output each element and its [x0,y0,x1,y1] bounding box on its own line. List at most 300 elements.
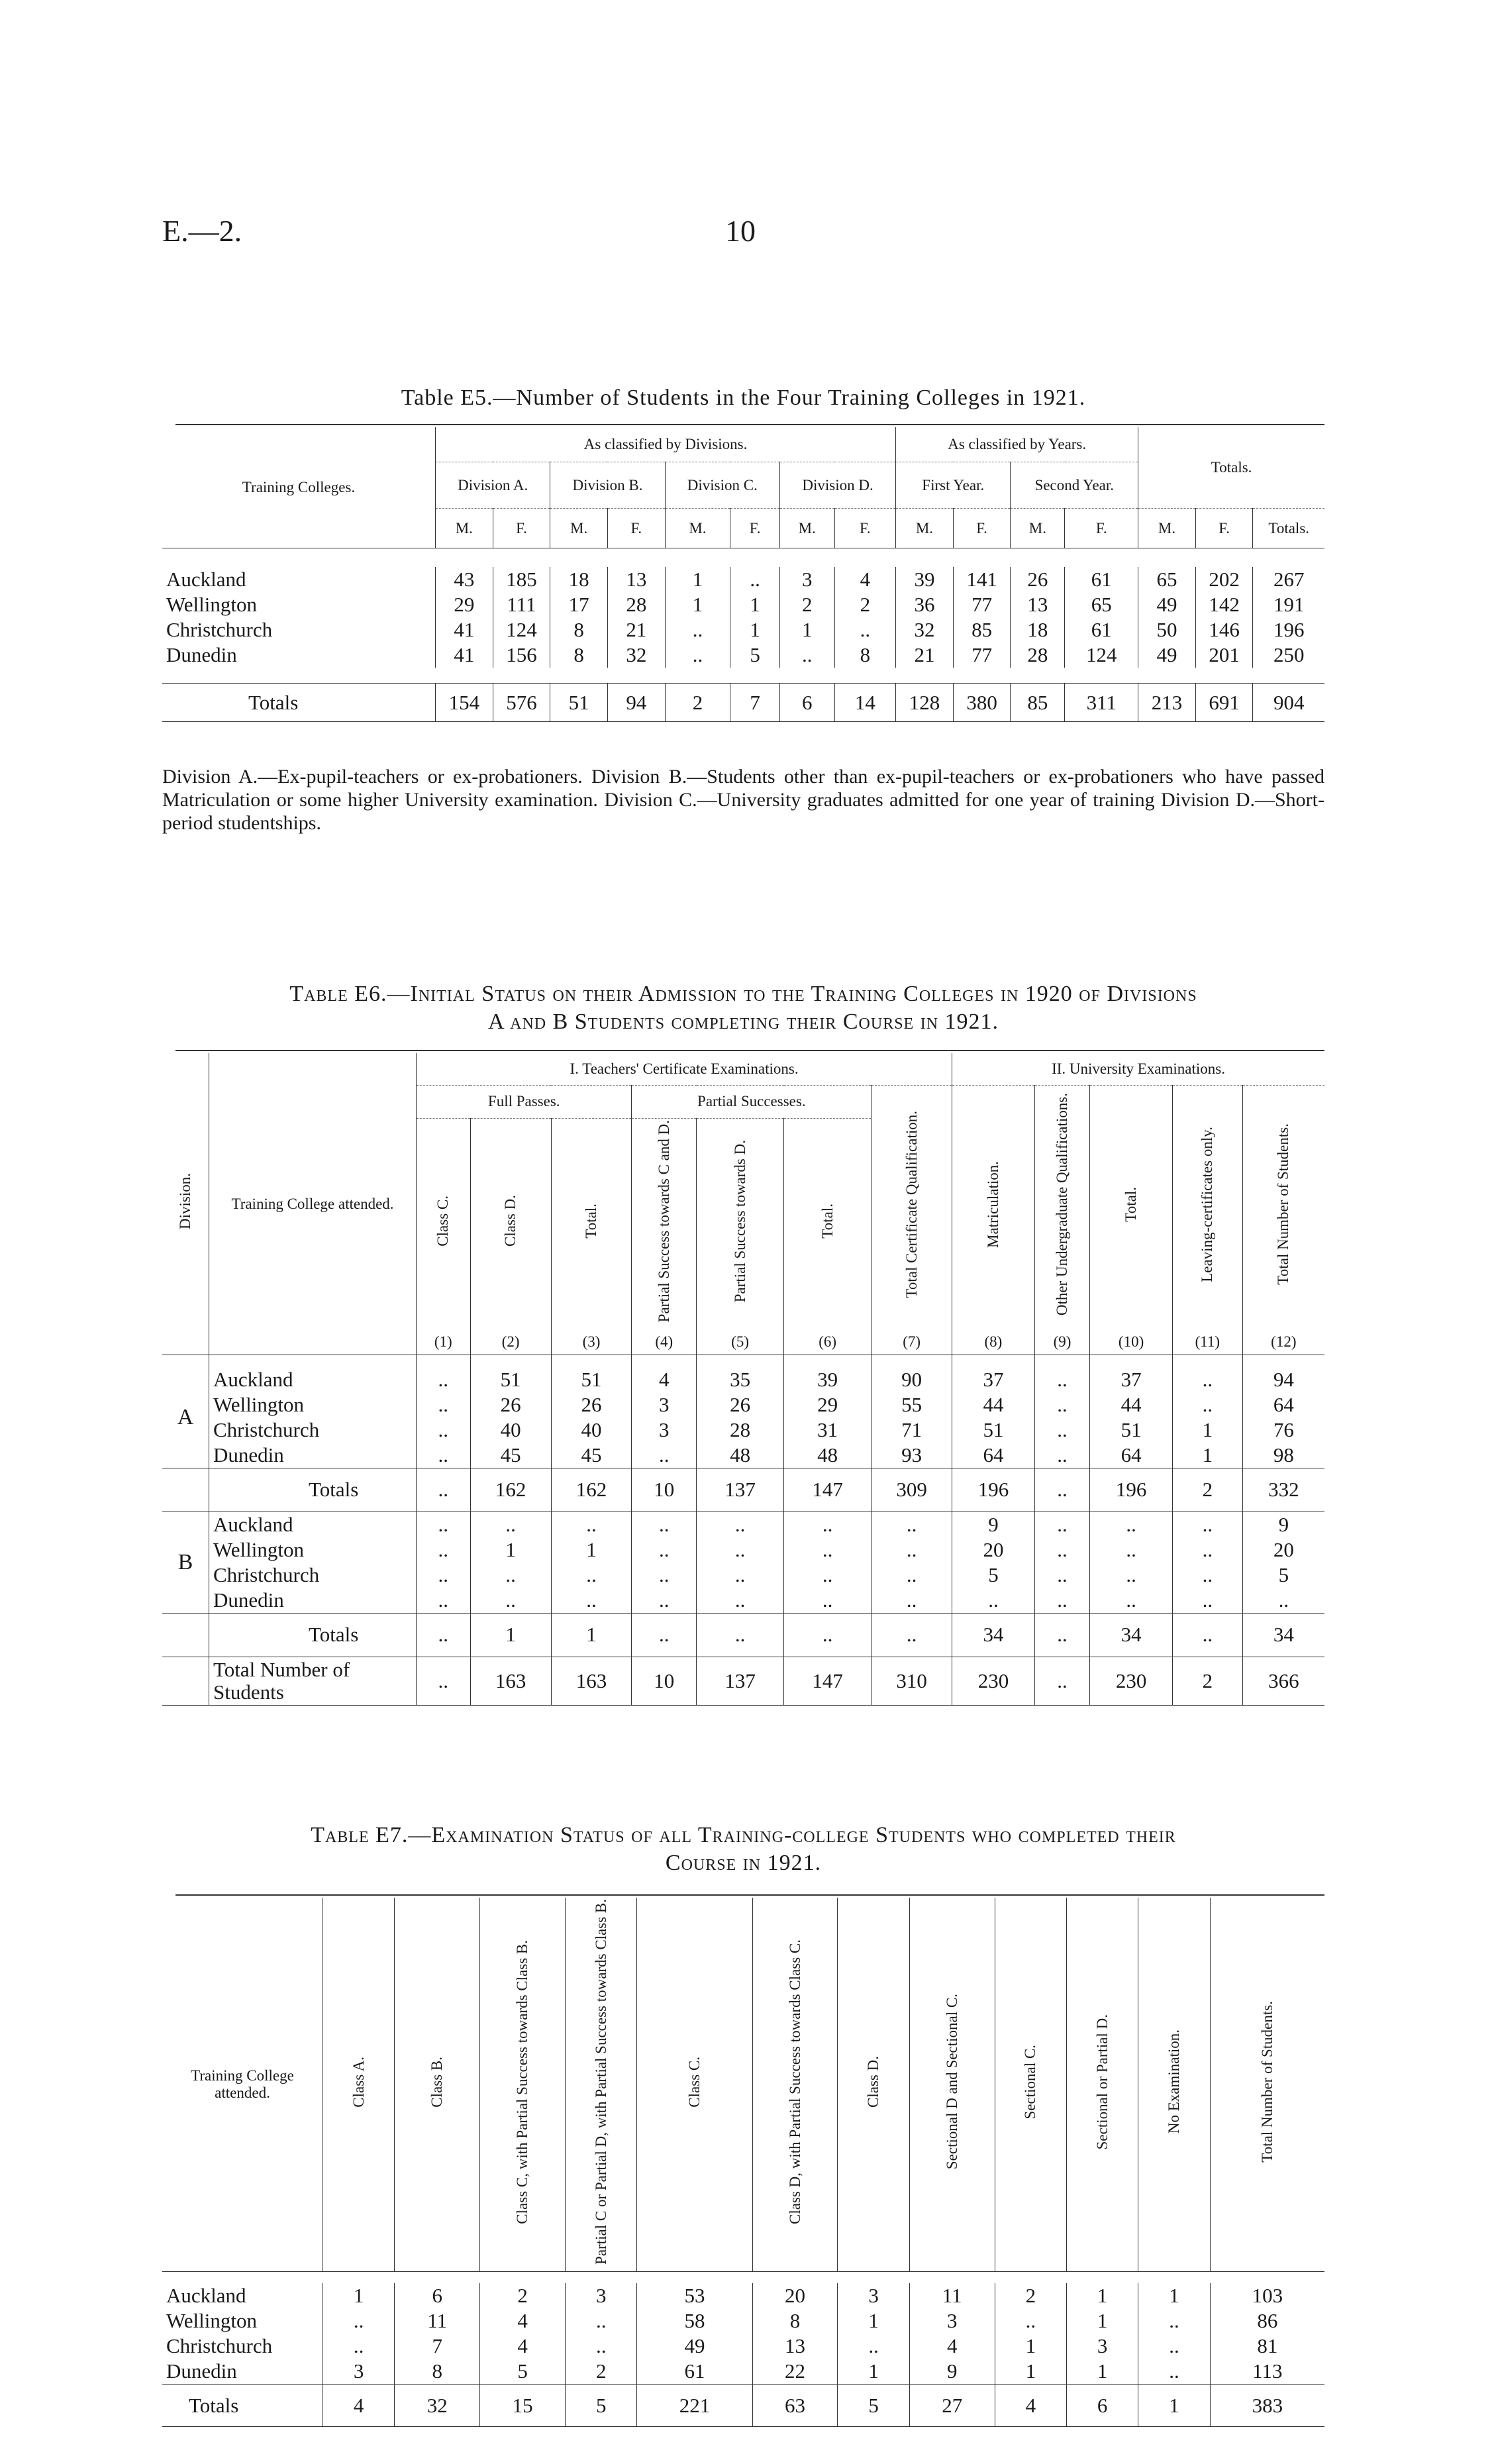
spacer [162,548,1324,567]
cell: .. [697,1563,784,1588]
row-label: Totals [209,1468,417,1512]
e6-col-number: (4) [632,1329,697,1355]
cell: .. [872,1588,952,1614]
cell: 2 [665,684,730,722]
cell: 8 [834,642,896,668]
cell: 21 [607,617,665,642]
cell: .. [1034,1588,1089,1614]
cell: 41 [436,617,493,642]
e6-col-number: (9) [1034,1329,1089,1355]
cell: 163 [551,1657,632,1705]
cell: .. [952,1588,1035,1614]
cell: .. [1034,1512,1089,1537]
cell: 3 [909,2308,995,2334]
cell: .. [1172,1613,1242,1657]
cell: 3 [1066,2334,1138,2359]
cell: .. [1034,1537,1089,1563]
cell: 65 [1065,592,1138,617]
cell: 221 [637,2385,752,2427]
cell: 11 [395,2308,480,2334]
division-label: A [162,1367,209,1468]
cell: 137 [697,1657,784,1705]
row-label: Totals [162,2385,323,2427]
cell: 85 [953,617,1011,642]
cell: 48 [697,1443,784,1468]
cell: 1 [1138,2283,1210,2308]
e6-col-division: Division. [177,1173,193,1230]
e7-col-label: Total Number of Students. [1258,2001,1275,2163]
cell: 32 [395,2385,480,2427]
cell: .. [1090,1588,1173,1614]
e6-col-label: Total. [582,1203,599,1239]
cell: 202 [1195,567,1253,592]
e6-col-number: (8) [952,1329,1035,1355]
row-label: Wellington [209,1537,417,1563]
cell: .. [417,1588,471,1614]
row-label: Dunedin [162,642,436,668]
e5-f-header: F. [1065,509,1138,548]
cell: 3 [632,1417,697,1443]
e6-col-number: (2) [470,1329,551,1355]
cell: .. [730,567,780,592]
cell: .. [551,1512,632,1537]
cell: 34 [1090,1613,1173,1657]
e7-col-header [995,1898,1066,2271]
table-row [162,567,1324,592]
cell: .. [417,1512,471,1537]
e7-col-label: Sectional or Partial D. [1093,2014,1111,2150]
cell: 128 [896,684,954,722]
e7-col-header [637,1898,752,2271]
e6-col-label: Total Number of Students. [1275,1123,1292,1286]
cell: 50 [1138,617,1196,642]
e6-group-full: Full Passes. [417,1085,632,1118]
cell: 40 [470,1417,551,1443]
cell: .. [1034,1367,1089,1392]
division-empty [162,1657,209,1705]
cell: 49 [1138,642,1196,668]
cell: 4 [995,2385,1066,2427]
e5-subheader: Division B. [550,462,665,509]
cell: 9 [1278,1512,1289,1536]
e7-col-header [1210,1898,1324,2271]
cell: 5 [838,2385,909,2427]
cell: 17 [550,592,608,617]
cell: 37 [952,1367,1035,1392]
cell: .. [779,642,834,668]
page-number: 10 [725,214,756,248]
division-empty [162,1468,209,1512]
cell: 51 [1090,1417,1173,1443]
cell: .. [665,617,730,642]
cell: .. [417,1443,471,1468]
e5-subheader: Division A. [436,462,550,509]
e6-col-label: Total. [819,1203,836,1239]
e6-col-number: (6) [784,1329,872,1355]
cell: 64 [1273,1392,1294,1416]
cell: 1 [730,592,780,617]
e6-col-header [1172,1085,1242,1329]
e7-col-header [909,1898,995,2271]
cell: .. [1090,1537,1173,1563]
cell: .. [417,1537,471,1563]
cell: 44 [1090,1392,1173,1417]
e6-col-header [1090,1085,1173,1329]
cell: 1 [665,592,730,617]
row-label: Dunedin [209,1443,417,1468]
cell: 2 [995,2283,1066,2308]
cell: 49 [1138,592,1196,617]
cell: 366 [1268,1668,1299,1692]
e5-totals-header: Totals. [1268,519,1310,537]
e6-col-header [632,1118,697,1329]
cell: 137 [697,1468,784,1512]
cell: .. [1034,1392,1089,1417]
cell: 4 [480,2334,566,2359]
e6-col-label: Class C. [434,1195,452,1247]
e6-col-header [1242,1085,1324,1329]
e6-col-header [1034,1085,1089,1329]
cell: 29 [436,592,493,617]
cell: .. [872,1563,952,1588]
row-label: Wellington [162,2308,323,2334]
cell: 103 [1252,2284,1283,2308]
cell: 124 [493,617,550,642]
cell: 13 [1011,592,1065,617]
e6-col-number: (5) [697,1329,784,1355]
cell: 4 [909,2334,995,2359]
cell: 11 [909,2283,995,2308]
e7-col-label: No Examination. [1166,2029,1182,2134]
cell: 14 [834,684,896,722]
table-e7-title [162,1822,1324,1877]
e5-m-header: M. [550,509,608,548]
cell: 44 [952,1392,1035,1417]
spacer [162,668,1324,684]
cell: 51 [551,1367,632,1392]
e5-subheader: First Year. [896,462,1011,509]
cell: 94 [607,684,665,722]
cell: 230 [952,1657,1035,1705]
e6-col-header [551,1118,632,1329]
table-row [162,1443,1324,1468]
cell: .. [1172,1367,1242,1392]
e6-col-header [872,1085,952,1329]
e6-col-number: (7) [872,1329,952,1355]
cell: 1 [838,2359,909,2385]
cell: 162 [470,1468,551,1512]
cell: 2 [1172,1657,1242,1705]
cell: .. [697,1537,784,1563]
cell: 146 [1195,617,1253,642]
cell: 7 [395,2334,480,2359]
cell: 147 [784,1468,872,1512]
cell: 156 [493,642,550,668]
cell: 48 [784,1443,872,1468]
cell: .. [1138,2359,1210,2385]
cell: 41 [436,642,493,668]
e7-col-label: Sectional C. [1022,2044,1039,2120]
e7-col-header [1138,1898,1210,2271]
cell: 45 [551,1443,632,1468]
row-label: Auckland [162,2283,323,2308]
cell: 58 [637,2308,752,2334]
cell: 332 [1268,1478,1299,1502]
cell: .. [632,1537,697,1563]
cell: 64 [1090,1443,1173,1468]
table-e5-notes: Division A.—Ex-pupil-teachers or ex-probationers. Division B.—Students other than ex-pupil-teachers or ex-probationers who have passed Matriculation or some higher University examination. Division C.—University graduates admitted for one year of training Division D.—Short-period studentships. [162,766,1324,834]
e6-col-college: Training College attended. [209,1053,417,1355]
cell: .. [417,1563,471,1588]
cell: .. [470,1512,551,1537]
e6-col-header [697,1118,784,1329]
cell: 5 [730,642,780,668]
e6-col-label: Matriculation. [984,1160,1001,1248]
cell: 196 [1273,617,1305,641]
cell: 1 [779,617,834,642]
row-label: Total Number of Students [209,1657,417,1705]
cell: 196 [952,1468,1035,1512]
cell: .. [872,1613,952,1657]
cell: 37 [1090,1367,1173,1392]
e7-col-header [395,1898,480,2271]
cell: .. [1090,1563,1173,1588]
table-row [162,2308,1324,2334]
cell: 49 [637,2334,752,2359]
e7-col-header [566,1898,637,2271]
cell: 1 [995,2359,1066,2385]
cell: 22 [752,2359,838,2385]
cell: .. [784,1512,872,1537]
e5-m-header: M. [896,509,954,548]
e6-col-number: (10) [1090,1329,1173,1355]
cell: 6 [395,2283,480,2308]
cell: 36 [896,592,954,617]
e7-col-label: Class A. [350,2056,367,2108]
e6-col-label: Total. [1122,1186,1140,1222]
row-label: Christchurch [162,2334,323,2359]
e6-col-header [952,1085,1035,1329]
cell: 34 [952,1613,1035,1657]
cell: 26 [470,1392,551,1417]
row-label: Christchurch [209,1563,417,1588]
cell: 31 [784,1417,872,1443]
cell: 15 [480,2385,566,2427]
cell: .. [551,1588,632,1614]
cell: 1 [995,2334,1066,2359]
cell: 3 [779,567,834,592]
row-label: Wellington [162,592,436,617]
cell: 5 [952,1563,1035,1588]
e6-col-number: (11) [1172,1329,1242,1355]
cell: .. [1034,1443,1089,1468]
cell: .. [1034,1468,1089,1512]
e5-total-row [162,684,1324,722]
e5-group-years: As classified by Years. [896,427,1138,462]
e6-col-label: Total Certificate Qualification. [903,1110,920,1298]
cell: .. [566,2308,637,2334]
cell: 94 [1273,1367,1294,1391]
e7-col-college: Training College attended. [162,1898,323,2271]
cell: .. [665,642,730,668]
cell: .. [1172,1563,1242,1588]
table-e6 [162,1053,1324,1706]
cell: 26 [697,1392,784,1417]
cell: 65 [1138,567,1196,592]
cell: 311 [1065,684,1138,722]
cell: .. [838,2334,909,2359]
cell: .. [1138,2334,1210,2359]
e7-col-header [323,1898,395,2271]
cell: 10 [632,1657,697,1705]
e6-col-label: Partial Success towards D. [731,1139,748,1302]
cell: .. [1172,1588,1242,1614]
e6-col-number: (12) [1271,1333,1297,1350]
cell: 201 [1195,642,1253,668]
spacer [162,2271,1324,2283]
cell: .. [697,1613,784,1657]
cell: .. [1090,1512,1173,1537]
cell: 2 [480,2283,566,2308]
table-e5 [162,427,1324,722]
e6-group-partial: Partial Successes. [632,1085,872,1118]
cell: 2 [1172,1468,1242,1512]
cell: 6 [1066,2385,1138,2427]
e5-subheader: Division C. [665,462,779,509]
e5-m-header: M. [436,509,493,548]
cell: 40 [551,1417,632,1443]
e6-total-row [162,1613,1324,1657]
e6-col-label: Partial Success towards C and D. [655,1119,672,1322]
cell: .. [872,1537,952,1563]
cell: 1 [1066,2308,1138,2334]
cell: 5 [480,2359,566,2385]
e6-col-number: (3) [551,1329,632,1355]
cell: 6 [779,684,834,722]
e6-col-header [784,1118,872,1329]
spacer [162,1355,1324,1367]
e6-col-number: (1) [417,1329,471,1355]
e7-col-header [752,1898,838,2271]
cell: 53 [637,2283,752,2308]
row-label: Totals [209,1613,417,1657]
cell: 28 [1011,642,1065,668]
cell: 380 [953,684,1011,722]
row-label: Dunedin [162,2359,323,2385]
table-e7 [162,1898,1324,2427]
e5-f-header: F. [953,509,1011,548]
cell: 2 [566,2359,637,2385]
cell: 32 [896,617,954,642]
cell: 71 [872,1417,952,1443]
cell: 691 [1195,684,1253,722]
cell: .. [470,1588,551,1614]
cell: 3 [838,2283,909,2308]
e5-m-header: M. [1011,509,1065,548]
cell: .. [784,1537,872,1563]
e6-grand-total-row [162,1657,1324,1705]
table-e7-title-line1: Table E7.—Examination Status of all Training-college Students who completed their [311,1823,1176,1847]
e6-col-header [417,1118,471,1329]
cell: .. [566,2334,637,2359]
cell: 124 [1065,642,1138,668]
cell: 383 [1252,2393,1283,2417]
cell: 5 [566,2385,637,2427]
e7-total-row [162,2385,1324,2427]
cell: 86 [1257,2309,1278,2333]
table-row [162,1588,1324,1614]
cell: 98 [1273,1443,1294,1466]
cell: 26 [1011,567,1065,592]
e5-subheader: Division D. [779,462,895,509]
cell: 20 [1273,1537,1294,1561]
cell: .. [417,1657,471,1705]
cell: 13 [607,567,665,592]
row-label: Wellington [209,1392,417,1417]
cell: 35 [697,1367,784,1392]
e7-col-header [838,1898,909,2271]
cell: 64 [952,1443,1035,1468]
cell: 77 [953,642,1011,668]
e6-group-university: II. University Examinations. [952,1053,1324,1085]
row-label: Auckland [209,1367,417,1392]
row-label: Auckland [209,1512,417,1537]
cell: 2 [779,592,834,617]
cell: .. [1172,1512,1242,1537]
cell: .. [697,1512,784,1537]
cell: 13 [752,2334,838,2359]
table-e7-title-line2: Course in 1921. [665,1851,822,1875]
e5-m-header: M. [665,509,730,548]
e5-m-header: M. [779,509,834,548]
cell: 55 [872,1392,952,1417]
cell: .. [1172,1537,1242,1563]
cell: 230 [1090,1657,1173,1705]
cell: 51 [952,1417,1035,1443]
cell: 1 [1172,1443,1242,1468]
row-label: Auckland [162,567,436,592]
cell: 34 [1273,1623,1294,1647]
cell: 43 [436,567,493,592]
cell: 8 [550,642,608,668]
cell: 45 [470,1443,551,1468]
cell: 61 [1065,617,1138,642]
cell: 51 [550,684,608,722]
cell: .. [632,1588,697,1614]
cell: 20 [752,2283,838,2308]
e6-group-teachers: I. Teachers' Certificate Examinations. [417,1053,952,1085]
e6-total-row [162,1468,1324,1512]
cell: 111 [493,592,550,617]
table-e5-title: Table E5.—Number of Students in the Four Training Colleges in 1921. [401,385,1086,410]
cell: 51 [470,1367,551,1392]
cell: .. [697,1588,784,1614]
e5-subheader: Second Year. [1011,462,1138,509]
cell: 8 [550,617,608,642]
e6-col-label: Class D. [502,1195,519,1247]
division-empty [162,1613,209,1657]
cell: 576 [493,684,550,722]
table-row [162,1417,1324,1443]
cell: 1 [470,1537,551,1563]
cell: 185 [493,567,550,592]
table-e6-title-line1: Table E6.—Initial Status on their Admission to the Training Colleges in 1920 of Divisions [289,982,1197,1006]
cell: 4 [834,567,896,592]
cell: 81 [1257,2334,1278,2358]
table-row [162,1367,1324,1392]
table-row [162,1512,1324,1537]
cell: 39 [896,567,954,592]
